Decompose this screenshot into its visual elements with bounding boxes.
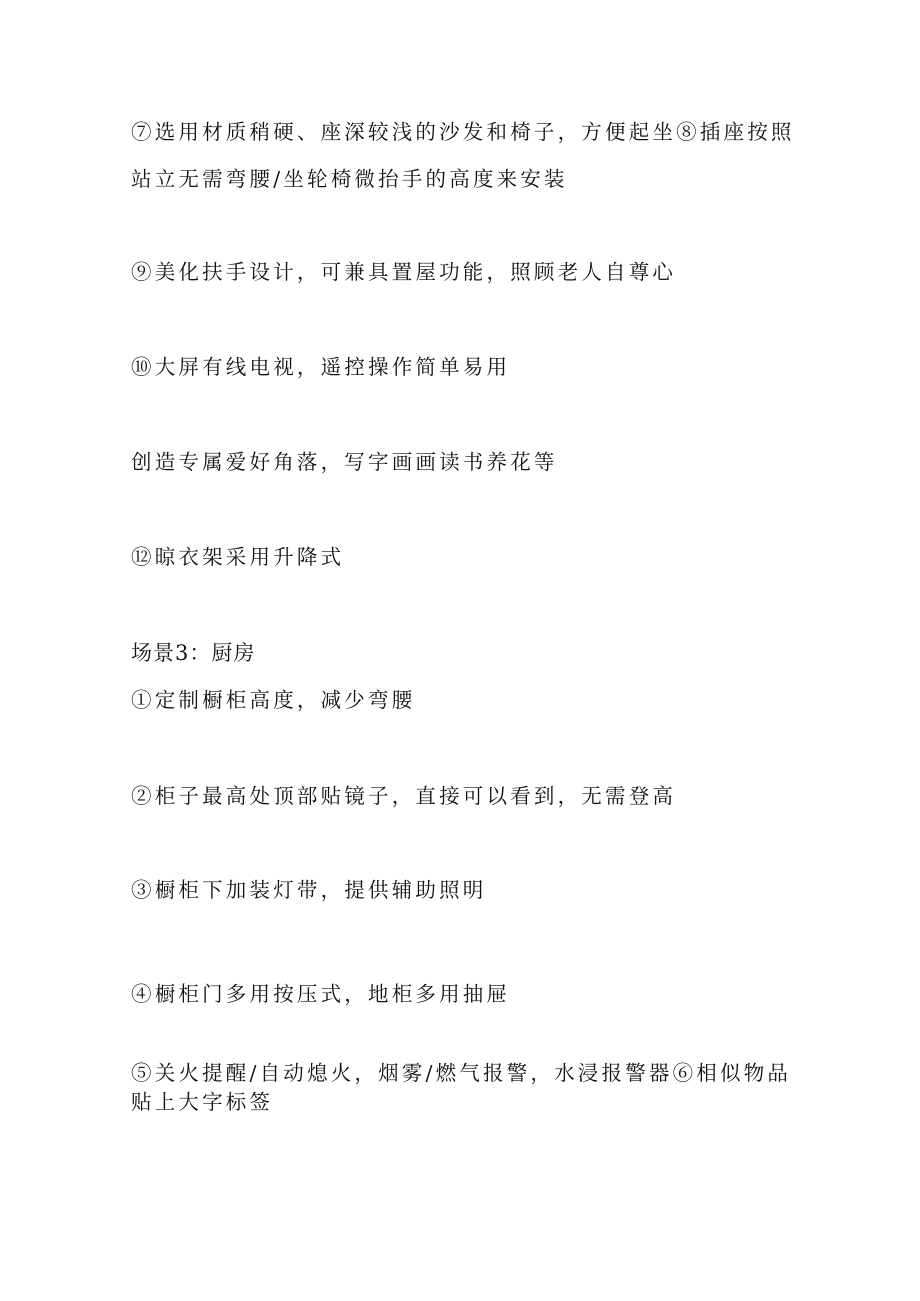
paragraph-12: ⑫晾衣架采用升降式	[131, 545, 345, 569]
section-heading-kitchen: 场景3：厨房	[131, 641, 256, 665]
kitchen-item-1: ①定制橱柜高度，减少弯腰	[131, 688, 416, 712]
paragraph-11: 创造专属爱好角落，写字画画读书养花等	[131, 450, 558, 474]
paragraph-10: ⑩大屏有线电视，遥控操作简单易用	[131, 355, 511, 379]
kitchen-item-4: ④橱柜门多用按压式，地柜多用抽屉	[131, 982, 511, 1006]
paragraph-9: ⑨美化扶手设计，可兼具置屋功能，照顾老人自尊心	[131, 260, 677, 284]
kitchen-item-2: ②柜子最高处顶部贴镜子，直接可以看到，无需登高	[131, 784, 677, 808]
kitchen-item-5-line-1: ⑤关火提醒/自动熄火，烟雾/燃气报警，水浸报警器⑥相似物品	[131, 1061, 792, 1085]
kitchen-item-3: ③橱柜下加装灯带，提供辅助照明	[131, 878, 487, 902]
paragraph-7-line-1: ⑦选用材质稍硬、座深较浅的沙发和椅子，方便起坐⑧插座按照	[131, 120, 795, 144]
paragraph-7-line-2: 站立无需弯腰/坐轮椅微抬手的高度来安装	[131, 167, 568, 191]
kitchen-item-5-line-2: 贴上大字标签	[131, 1090, 274, 1114]
